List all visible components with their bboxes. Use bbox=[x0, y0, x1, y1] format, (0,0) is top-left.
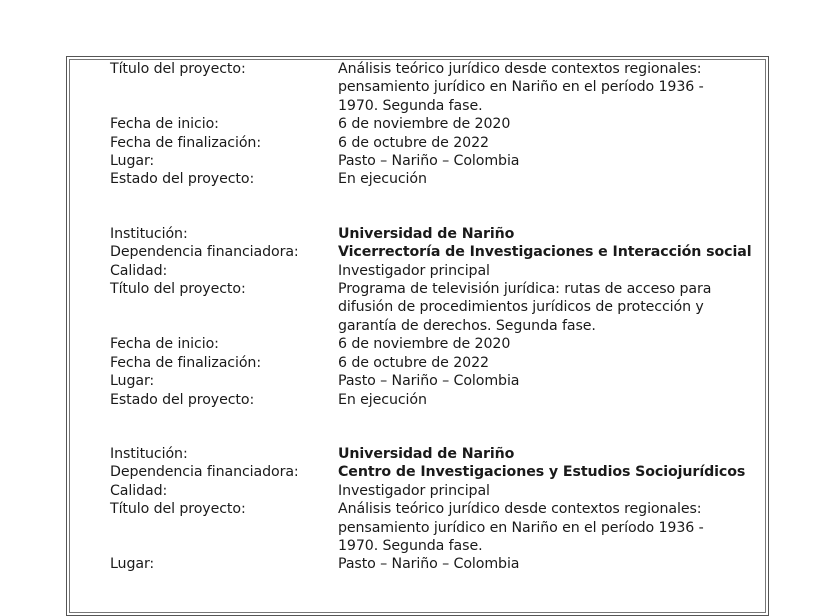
value-estado: En ejecución bbox=[338, 391, 427, 408]
row-calidad bbox=[110, 262, 760, 280]
label-inicio: Fecha de inicio: bbox=[110, 116, 219, 133]
spacer bbox=[110, 409, 760, 445]
row-fin bbox=[110, 134, 760, 152]
label-titulo: Título del proyecto: bbox=[110, 281, 246, 298]
project-entry-2 bbox=[110, 225, 760, 409]
value-calidad: Investigador principal bbox=[338, 262, 490, 279]
label-calidad: Calidad: bbox=[110, 482, 168, 499]
row-inicio bbox=[110, 115, 760, 133]
row-fin bbox=[110, 354, 760, 372]
label-calidad: Calidad: bbox=[110, 262, 168, 279]
label-institucion: Institución: bbox=[110, 225, 188, 242]
label-estado: Estado del proyecto: bbox=[110, 391, 255, 408]
value-institucion: Universidad de Nariño bbox=[338, 445, 515, 462]
value-titulo: Análisis teórico jurídico desde contextos regionales: pensamiento jurídico en Nariño en el período 1936 - 1970. Segunda fase. bbox=[338, 501, 704, 554]
value-institucion: Universidad de Nariño bbox=[338, 225, 515, 242]
value-titulo: Análisis teórico jurídico desde contextos regionales: pensamiento jurídico en Nariño en el período 1936 - 1970. Segunda fase. bbox=[338, 61, 704, 114]
label-dependencia: Dependencia financiadora: bbox=[110, 464, 299, 481]
value-inicio: 6 de noviembre de 2020 bbox=[338, 116, 511, 133]
label-fin: Fecha de finalización: bbox=[110, 134, 261, 151]
row-institucion bbox=[110, 225, 760, 243]
row-estado bbox=[110, 170, 760, 188]
spacer bbox=[110, 189, 760, 225]
label-estado: Estado del proyecto: bbox=[110, 171, 255, 188]
row-inicio bbox=[110, 335, 760, 353]
label-lugar: Lugar: bbox=[110, 373, 155, 390]
value-titulo: Programa de televisión jurídica: rutas de acceso para difusión de procedimientos jurídicos de protección y garantía de derechos. Segunda fase. bbox=[338, 281, 712, 334]
row-titulo bbox=[110, 500, 760, 555]
row-dependencia bbox=[110, 243, 760, 261]
row-dependencia bbox=[110, 463, 760, 481]
value-fin: 6 de octubre de 2022 bbox=[338, 354, 489, 371]
label-fin: Fecha de finalización: bbox=[110, 354, 261, 371]
row-estado bbox=[110, 391, 760, 409]
value-dependencia: Centro de Investigaciones y Estudios Sociojurídicos bbox=[338, 464, 746, 481]
project-entry-3 bbox=[110, 445, 760, 574]
value-lugar: Pasto – Nariño – Colombia bbox=[338, 153, 520, 170]
row-lugar bbox=[110, 555, 760, 573]
row-lugar bbox=[110, 372, 760, 390]
value-estado: En ejecución bbox=[338, 171, 427, 188]
value-lugar: Pasto – Nariño – Colombia bbox=[338, 556, 520, 573]
row-calidad bbox=[110, 482, 760, 500]
row-titulo bbox=[110, 280, 760, 335]
label-lugar: Lugar: bbox=[110, 556, 155, 573]
value-lugar: Pasto – Nariño – Colombia bbox=[338, 373, 520, 390]
row-titulo bbox=[110, 60, 760, 115]
projects-list bbox=[110, 60, 760, 574]
value-inicio: 6 de noviembre de 2020 bbox=[338, 336, 511, 353]
label-dependencia: Dependencia financiadora: bbox=[110, 244, 299, 261]
label-institucion: Institución: bbox=[110, 445, 188, 462]
value-dependencia: Vicerrectoría de Investigaciones e Interacción social bbox=[338, 244, 752, 261]
label-lugar: Lugar: bbox=[110, 153, 155, 170]
value-fin: 6 de octubre de 2022 bbox=[338, 134, 489, 151]
row-lugar bbox=[110, 152, 760, 170]
project-entry-1 bbox=[110, 60, 760, 189]
label-titulo: Título del proyecto: bbox=[110, 61, 246, 77]
value-calidad: Investigador principal bbox=[338, 482, 490, 499]
label-inicio: Fecha de inicio: bbox=[110, 336, 219, 353]
row-institucion bbox=[110, 445, 760, 463]
label-titulo: Título del proyecto: bbox=[110, 501, 246, 518]
